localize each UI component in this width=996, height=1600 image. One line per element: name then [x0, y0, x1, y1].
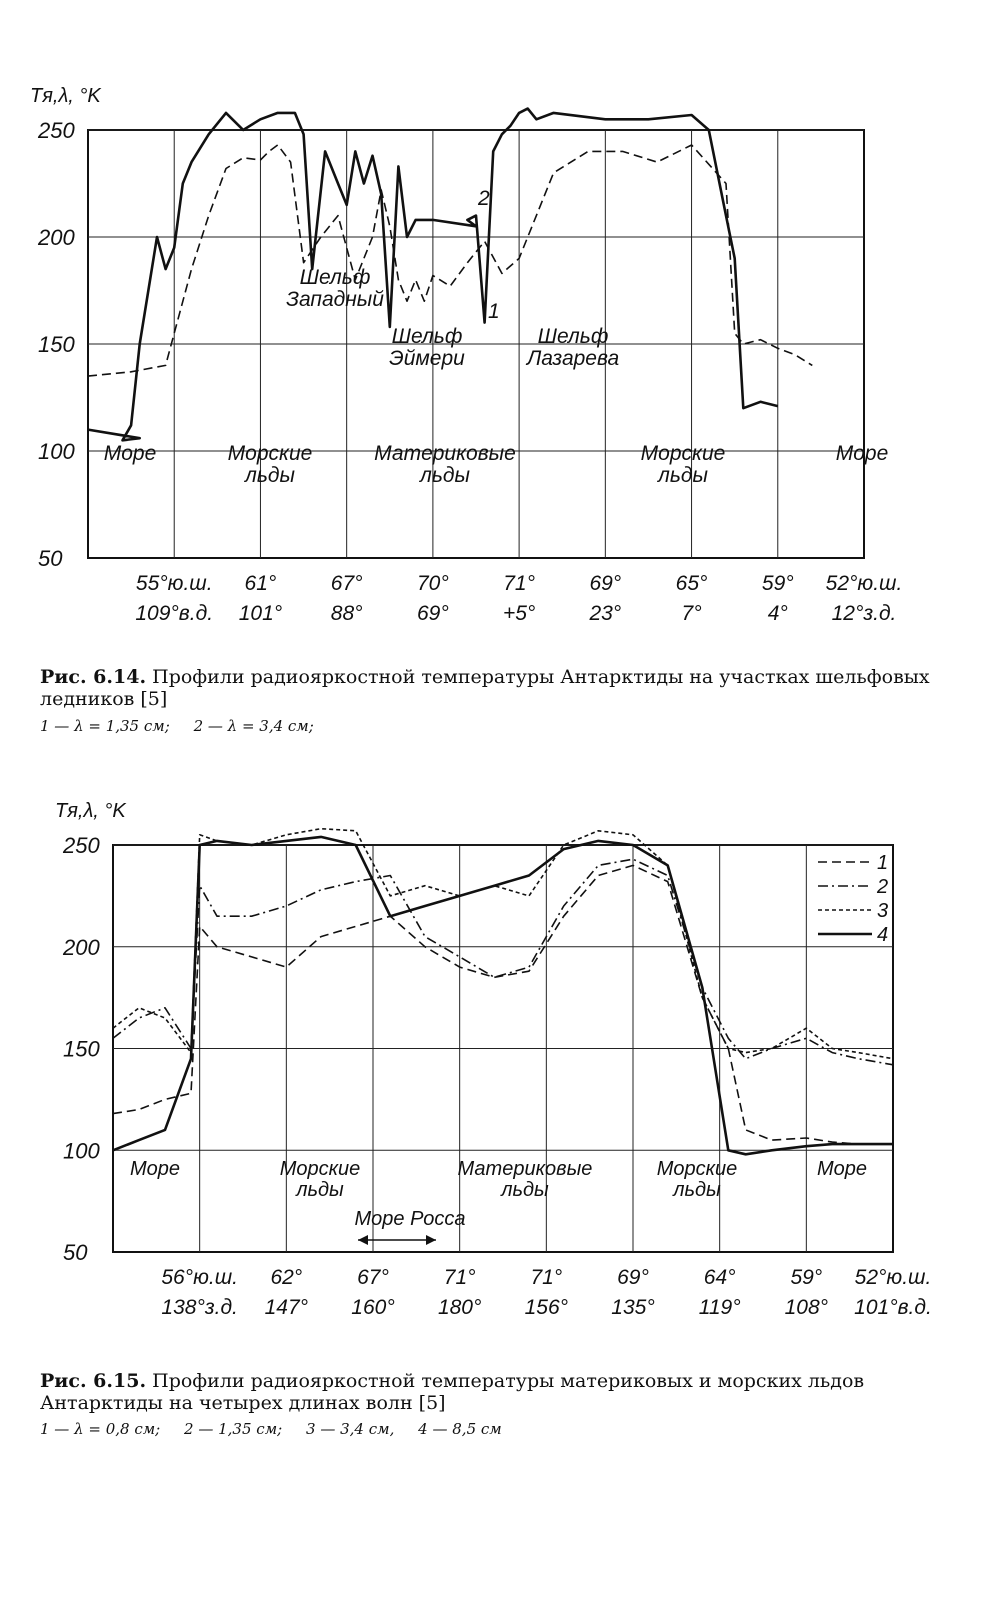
y-tick-label: 250 [38, 118, 75, 143]
x-tick-label-latitude: 52°ю.ш. [825, 572, 903, 595]
figure-caption-text-6-14: Профили радиояркостной температуры Антарктиды на участках шельфовых ледников [5] [40, 666, 930, 710]
legend-label-2: 2 [877, 876, 889, 898]
annotation-label [641, 442, 726, 487]
annotation-line-1: Шельф [299, 266, 371, 289]
series-2-label: 2 [478, 187, 490, 210]
x-tick-label-longitude: 7° [681, 602, 702, 625]
annotation-line-2: Эймери [389, 347, 465, 370]
annotation-label: Море [835, 442, 889, 465]
x-tick-label-longitude: 119° [698, 1296, 741, 1319]
x-tick-label-longitude: +5° [502, 602, 536, 625]
annotation-line-2: Лазарева [526, 347, 620, 370]
x-tick-label-latitude: 71° [443, 1266, 476, 1289]
x-tick-label-longitude: 138°з.д. [161, 1296, 238, 1319]
x-tick-label-latitude: 55°ю.ш. [135, 572, 213, 595]
annotation-line-1: Морские [227, 442, 313, 465]
series-3-line [113, 829, 893, 1059]
x-tick-label-longitude: 4° [767, 602, 788, 625]
annotation-label: Море [816, 1158, 868, 1180]
series-1-label: 1 [488, 300, 500, 323]
annotation-line-2: Западный [286, 288, 384, 311]
ross-sea-arrow-left-head [358, 1235, 368, 1245]
y-axis-label: Tя,λ, °K [30, 85, 101, 107]
x-tick-label-longitude: 156° [524, 1296, 569, 1319]
y-tick-label: 150 [38, 332, 75, 357]
x-tick-label-latitude: 69° [589, 572, 622, 595]
x-tick-label-longitude: 108° [784, 1296, 829, 1319]
chart-2-profiles-four-wavelengths [55, 800, 932, 1319]
figure-legend-6-15: 1 — λ = 0,8 см; 2 — 1,35 см; 3 — 3,4 см, 4 — 8,5 см [40, 1420, 502, 1438]
ross-sea-arrow-right-head [426, 1235, 436, 1245]
x-tick-label-latitude: 59° [761, 572, 794, 595]
annotation-label [458, 1158, 593, 1201]
x-tick-label-longitude: 101°в.д. [854, 1296, 932, 1319]
figure-caption-6-14 [40, 666, 940, 710]
annotation-label [525, 325, 619, 370]
x-tick-label-latitude: 67° [330, 572, 363, 595]
annotation-label [280, 1158, 361, 1201]
x-tick-label-latitude: 70° [417, 572, 449, 595]
annotation-line-1: Шельф [391, 325, 463, 348]
x-tick-label-longitude: 135° [611, 1296, 655, 1319]
x-tick-label-latitude: 65° [675, 572, 708, 595]
chart-1-profiles-shelf-glaciers [30, 85, 902, 625]
y-tick-label: 50 [38, 546, 63, 571]
annotation-line-2: льды [420, 464, 470, 487]
annotation-label: Море [103, 442, 157, 465]
annotation-line-2: льды [245, 464, 295, 487]
annotation-line-1: Морские [279, 1158, 361, 1180]
x-tick-label-latitude: 62° [270, 1266, 303, 1289]
figure-caption-text-6-15: Профили радиояркостной температуры материковых и морских льдов Антарктиды на четырех длинах волн [5] [40, 1370, 865, 1414]
x-tick-label-latitude: 61° [244, 572, 277, 595]
annotation-line-1: Материковые [457, 1158, 593, 1180]
y-tick-label: 200 [38, 225, 75, 250]
annotation-line-2: льды [501, 1179, 549, 1201]
annotation-label [389, 325, 465, 370]
y-tick-label: 200 [63, 934, 100, 960]
annotation-label: Море Росса [354, 1208, 466, 1230]
x-tick-label-latitude: 59° [790, 1266, 823, 1289]
annotation-line-1: Морские [640, 442, 726, 465]
y-tick-label: 100 [63, 1138, 100, 1164]
annotation-line-1: Шельф [537, 325, 609, 348]
x-tick-label-latitude: 64° [703, 1266, 736, 1289]
figure-legend-6-14: 1 — λ = 1,35 см; 2 — λ = 3,4 см; [40, 717, 314, 735]
x-tick-label-longitude: 160° [351, 1296, 395, 1319]
annotation-label: Море [129, 1158, 181, 1180]
x-tick-label-longitude: 180° [437, 1296, 482, 1319]
annotation-label [657, 1158, 738, 1201]
annotation-line-2: льды [673, 1179, 721, 1201]
x-tick-label-longitude: 147° [264, 1296, 309, 1319]
figure-number-6-15: Рис. 6.15. [40, 1370, 147, 1392]
x-tick-label-latitude: 71° [503, 572, 535, 595]
legend-label-3: 3 [877, 900, 889, 922]
x-tick-label-latitude: 52°ю.ш. [854, 1266, 932, 1289]
legend-label-4: 4 [877, 924, 889, 946]
legend-label-1: 1 [877, 852, 889, 874]
annotation-line-1: Материковые [374, 442, 516, 465]
y-tick-label: 100 [38, 439, 75, 464]
x-tick-label-longitude: 69° [417, 602, 449, 625]
annotation-line-2: льды [658, 464, 708, 487]
figure-caption-6-15 [40, 1370, 940, 1414]
x-tick-label-latitude: 69° [617, 1266, 649, 1289]
x-tick-label-latitude: 56°ю.ш. [161, 1266, 238, 1289]
annotation-line-2: льды [296, 1179, 344, 1201]
y-tick-label: 250 [63, 833, 100, 858]
x-tick-label-latitude: 71° [530, 1266, 563, 1289]
y-tick-label: 50 [63, 1240, 88, 1265]
annotation-label [228, 442, 313, 487]
y-tick-label: 150 [63, 1036, 100, 1062]
annotation-label [374, 442, 516, 487]
x-tick-label-latitude: 67° [357, 1266, 389, 1289]
x-tick-label-longitude: 109°в.д. [135, 602, 214, 625]
series-4-line [113, 837, 893, 1154]
figure-number-6-14: Рис. 6.14. [40, 666, 147, 688]
x-tick-label-longitude: 88° [330, 602, 363, 625]
series-2-line [113, 859, 893, 1065]
annotation-label [286, 266, 384, 311]
series-1-line [113, 865, 893, 1144]
annotation-line-1: Морские [656, 1158, 738, 1180]
x-tick-label-longitude: 101° [238, 602, 283, 625]
x-tick-label-longitude: 23° [589, 602, 622, 625]
x-tick-label-longitude: 12°з.д. [831, 602, 897, 625]
y-axis-label: Tя,λ, °K [55, 800, 126, 822]
